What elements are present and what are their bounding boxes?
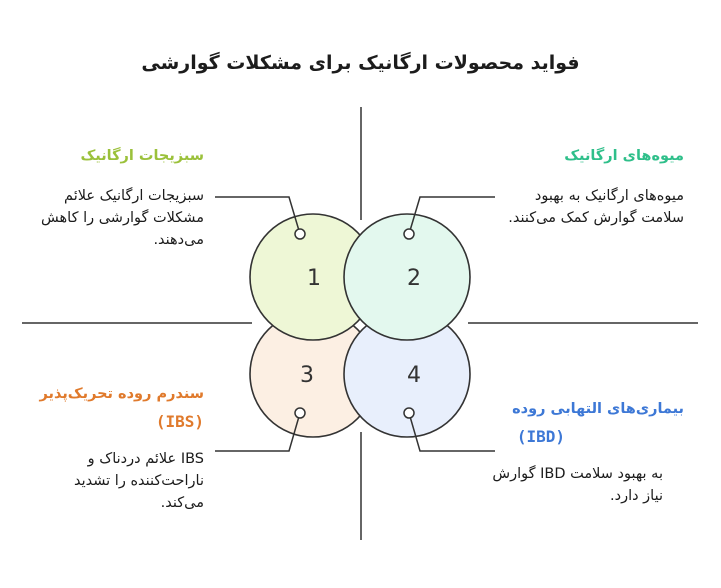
text-ibs: IBS علائم دردناک و ناراحت‌کننده را تشدید می‌کند. — [73, 451, 204, 511]
tag-ibd: (IBD) — [516, 427, 565, 446]
number-2: 2 — [407, 266, 421, 291]
tag-ibs: (IBS) — [155, 412, 204, 431]
diagram-title: فواید محصولات ارگانیک برای مشکلات گوارشی — [141, 52, 580, 74]
anchor-dot-3 — [295, 408, 305, 418]
heading-ibs: سندرم روده تحریک‌پذیر — [39, 386, 204, 402]
anchor-dot-1 — [295, 229, 305, 239]
number-1: 1 — [307, 266, 321, 291]
text-fruits: میوه‌های ارگانیک به بهبود سلامت گوارش کمک می‌کنند. — [508, 188, 684, 226]
text-ibd: به بهبود سلامت IBD گوارش نیاز دارد. — [492, 466, 663, 504]
anchor-dot-2 — [404, 229, 414, 239]
text-vegetables: سبزیجات ارگانیک علائم مشکلات گوارشی را کاهش می‌دهند. — [41, 188, 204, 248]
heading-ibd: بیماری‌های التهابی روده — [512, 401, 684, 417]
heading-vegetables: سبزیجات ارگانیک — [80, 148, 204, 164]
anchor-dot-4 — [404, 408, 414, 418]
number-3: 3 — [300, 363, 314, 388]
number-4: 4 — [407, 363, 421, 388]
heading-fruits: میوه‌های ارگانیک — [564, 148, 684, 164]
